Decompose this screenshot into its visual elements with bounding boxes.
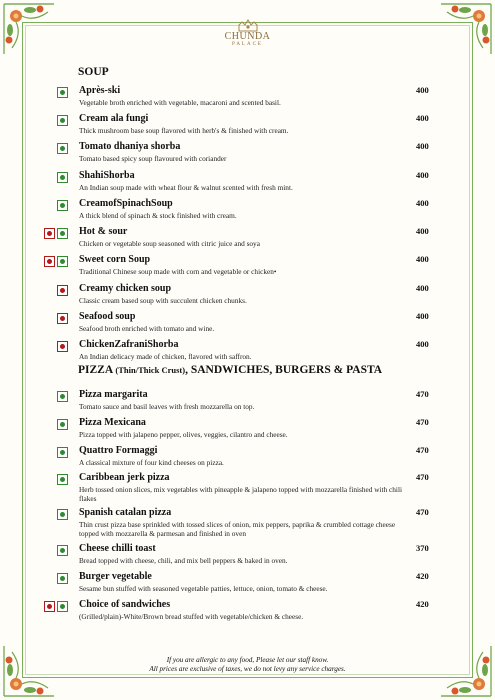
section-heading-pizza-crust: (Thin/Thick Crust) xyxy=(115,365,186,375)
menu-item-price: 400 xyxy=(416,339,429,349)
nonveg-indicator-icon xyxy=(44,256,55,267)
menu-item-description: Thick mushroom base soup flavored with herb's & finished with cream. xyxy=(79,126,289,135)
menu-item-name: Cheese chilli toast xyxy=(79,543,156,554)
diet-indicators xyxy=(42,391,68,402)
menu-item xyxy=(0,113,495,141)
menu-item-price: 400 xyxy=(416,283,429,293)
menu-item-description: Classic cream based soup with succulent chicken chunks. xyxy=(79,296,247,305)
menu-item-name: Burger vegetable xyxy=(79,571,152,582)
diet-indicators xyxy=(42,172,68,183)
nonveg-indicator-icon xyxy=(57,285,68,296)
veg-indicator-icon xyxy=(57,419,68,430)
menu-item-description: (Grilled/plain)-White/Brown bread stuffed with vegetable/chicken & cheese. xyxy=(79,612,304,621)
menu-item-price: 470 xyxy=(416,389,429,399)
menu-item xyxy=(0,599,495,627)
menu-item xyxy=(0,226,495,254)
menu-item-name: Cream ala fungi xyxy=(79,113,149,124)
menu-item-name: ChickenZafraniShorba xyxy=(79,339,179,350)
menu-item-name: Creamy chicken soup xyxy=(79,283,172,294)
veg-indicator-icon xyxy=(57,601,68,612)
menu-item-description: An Indian delicacy made of chicken, flavored with saffron. xyxy=(79,352,252,361)
diet-indicators xyxy=(42,115,68,126)
veg-indicator-icon xyxy=(57,115,68,126)
veg-indicator-icon xyxy=(57,200,68,211)
menu-item-name: Spanish catalan pizza xyxy=(79,507,172,518)
menu-item-description: An Indian soup made with wheat flour & walnut scented with fresh mint. xyxy=(79,183,293,192)
menu-item-price: 370 xyxy=(416,543,429,553)
menu-item xyxy=(0,571,495,599)
diet-indicators xyxy=(42,87,68,98)
menu-item-name: Après-ski xyxy=(79,85,121,96)
menu-item-name: Seafood soup xyxy=(79,311,136,322)
diet-indicators xyxy=(42,447,68,458)
menu-item-description: Traditional Chinese soup made with corn and vegetable or chicken• xyxy=(79,267,277,276)
diet-indicators xyxy=(42,200,68,211)
brand-name: CHUNDA xyxy=(224,31,271,42)
section-heading-soup: SOUP xyxy=(78,66,109,78)
menu-item-description: A classical mixture of four kind cheeses on pizza. xyxy=(79,458,224,467)
menu-item-description: A thick blend of spinach & stock finished with cream. xyxy=(79,211,237,220)
menu-item xyxy=(0,339,495,367)
menu-item-price: 400 xyxy=(416,311,429,321)
menu-item-price: 400 xyxy=(416,113,429,123)
diet-indicators xyxy=(42,341,68,352)
menu-item xyxy=(0,254,495,282)
menu-item-name: Choice of sandwiches xyxy=(79,599,171,610)
menu-item-name: Quattro Formaggi xyxy=(79,445,158,456)
diet-indicators xyxy=(42,601,68,612)
menu-item-description: Vegetable broth enriched with vegetable, macaroni and scented basil. xyxy=(79,98,281,107)
veg-indicator-icon xyxy=(57,573,68,584)
veg-indicator-icon xyxy=(57,447,68,458)
brand-subtitle: PALACE xyxy=(232,42,263,47)
menu-item-name: ShahiShorba xyxy=(79,170,135,181)
menu-item xyxy=(0,170,495,198)
menu-item-name: Hot & sour xyxy=(79,226,128,237)
menu-item-price: 470 xyxy=(416,507,429,517)
brand-logo xyxy=(0,18,495,47)
menu-item-price: 420 xyxy=(416,571,429,581)
diet-indicators xyxy=(42,285,68,296)
menu-item xyxy=(0,198,495,226)
menu-item-description: Sesame bun stuffed with seasoned vegetable patties, lettuce, onion, tomato & cheese. xyxy=(79,584,328,593)
menu-item-name: Pizza margarita xyxy=(79,389,148,400)
menu-item-price: 470 xyxy=(416,445,429,455)
menu-item-name: Tomato dhaniya shorba xyxy=(79,141,181,152)
menu-item-price: 470 xyxy=(416,417,429,427)
menu-item-description: Bread topped with cheese, chili, and mix bell peppers & baked in oven. xyxy=(79,556,288,565)
palace-crest-icon xyxy=(237,18,259,32)
menu-item xyxy=(0,85,495,113)
menu-item-name: Sweet corn Soup xyxy=(79,254,151,265)
diet-indicators xyxy=(42,474,68,485)
menu-item xyxy=(0,283,495,311)
menu-item-description: Tomato sauce and basil leaves with fresh mozzarella on top. xyxy=(79,402,255,411)
menu-item-price: 470 xyxy=(416,472,429,482)
menu-item-description: Chicken or vegetable soup seasoned with citric juice and soya xyxy=(79,239,260,248)
menu-item-name: CreamofSpinachSoup xyxy=(79,198,173,209)
veg-indicator-icon xyxy=(57,545,68,556)
menu-item-price: 420 xyxy=(416,599,429,609)
section-heading-pizza-main: PIZZA xyxy=(78,364,116,376)
nonveg-indicator-icon xyxy=(57,341,68,352)
diet-indicators xyxy=(42,419,68,430)
diet-indicators xyxy=(42,143,68,154)
menu-item-description: Tomato based spicy soup flavoured with coriander xyxy=(79,154,227,163)
menu-item xyxy=(0,141,495,169)
diet-indicators xyxy=(42,509,68,520)
menu-item-name: Caribbean jerk pizza xyxy=(79,472,170,483)
veg-indicator-icon xyxy=(57,228,68,239)
veg-indicator-icon xyxy=(57,509,68,520)
menu-item-description: Seafood broth enriched with tomato and wine. xyxy=(79,324,215,333)
menu-item xyxy=(0,472,495,503)
footer-allergy-note: If you are allergic to any food, Please let our staff know. xyxy=(166,656,329,664)
footer-note xyxy=(0,656,495,674)
diet-indicators xyxy=(42,228,68,239)
menu-item xyxy=(0,311,495,339)
menu-item-price: 400 xyxy=(416,254,429,264)
veg-indicator-icon xyxy=(57,256,68,267)
veg-indicator-icon xyxy=(57,391,68,402)
diet-indicators xyxy=(42,545,68,556)
nonveg-indicator-icon xyxy=(57,313,68,324)
nonveg-indicator-icon xyxy=(44,601,55,612)
menu-item-price: 400 xyxy=(416,226,429,236)
section-heading-pizza-rest: , SANDWICHES, BURGERS & PASTA xyxy=(185,364,383,376)
menu-item xyxy=(0,445,495,473)
menu-item-name: Pizza Mexicana xyxy=(79,417,146,428)
menu-item-price: 400 xyxy=(416,198,429,208)
menu-item xyxy=(0,543,495,571)
menu-item-price: 400 xyxy=(416,85,429,95)
veg-indicator-icon xyxy=(57,87,68,98)
veg-indicator-icon xyxy=(57,143,68,154)
menu-item xyxy=(0,507,495,538)
menu-item-price: 400 xyxy=(416,170,429,180)
diet-indicators xyxy=(42,256,68,267)
menu-item xyxy=(0,389,495,417)
diet-indicators xyxy=(42,313,68,324)
menu-item-description: Herb tossed onion slices, mix vegetables with pineapple & jalapeno topped with mozzarella finished with chili flakes xyxy=(79,485,403,503)
footer-tax-note: All prices are exclusive of taxes, we do not levy any service charges. xyxy=(149,665,346,673)
nonveg-indicator-icon xyxy=(44,228,55,239)
menu-item-description: Thin crust pizza base sprinkled with tossed slices of onion, mix peppers, paprika & crumbled cottage cheese topped with mozzarella & parmesan and finished in oven xyxy=(79,520,396,538)
menu-item xyxy=(0,417,495,445)
veg-indicator-icon xyxy=(57,474,68,485)
menu-item-price: 400 xyxy=(416,141,429,151)
diet-indicators xyxy=(42,573,68,584)
veg-indicator-icon xyxy=(57,172,68,183)
menu-item-description: Pizza topped with jalapeno pepper, olives, veggies, cilantro and cheese. xyxy=(79,430,288,439)
